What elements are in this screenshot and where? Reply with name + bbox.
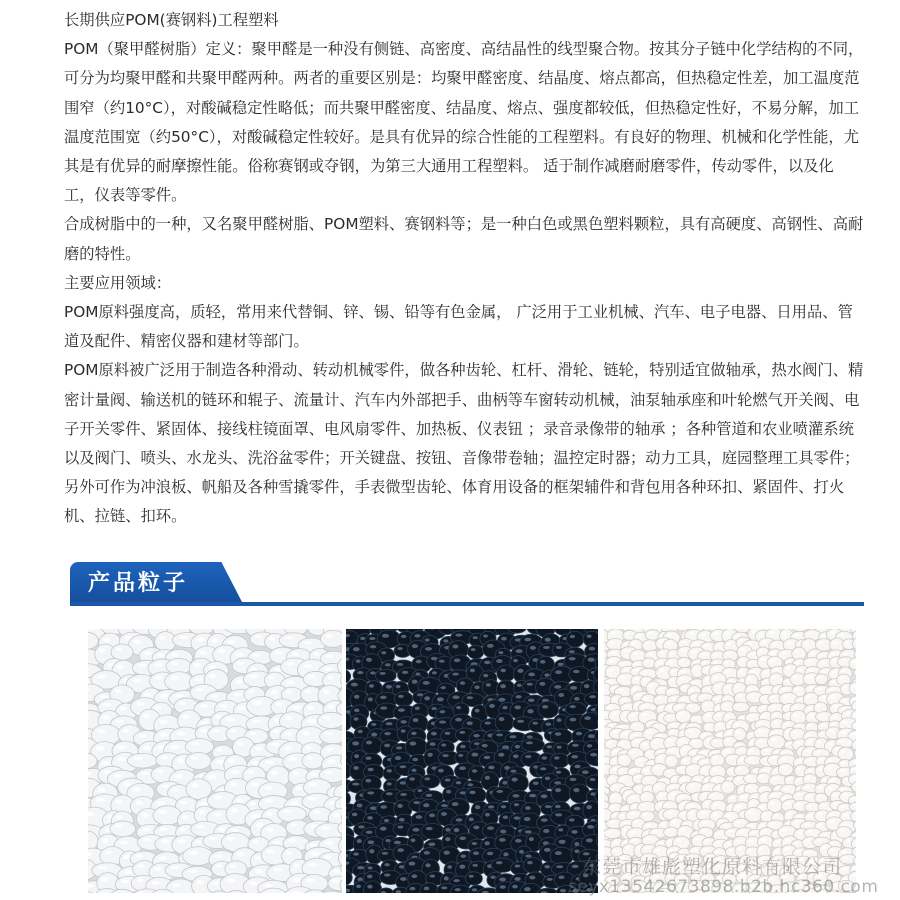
pom-definition-paragraph: POM（聚甲醛树脂）定义：聚甲醛是一种没有侧链、高密度、高结晶性的线型聚合物。按其分子链中化学结构的不同，可分为均聚甲醛和共聚甲醛两种。两者的重要区别是：均聚甲醛密度、结晶度、熔点都高，但热稳定性差，加工温度范围窄（约10°C），对酸碱稳定性略低；而共聚甲醛密度、结晶度、熔点、强度都较低，但热稳定性好，不易分解，加工温度范围宽（约50°C），对酸碱稳定性较好。是具有优异的综合性能的工程塑料。有良好的物理、机械和化学性能，尤其是有优异的耐摩擦性能。俗称赛钢或夺钢，为第三大通用工程塑料。 适于制作减磨耐磨零件，传动零件，以及化工，仪表等零件。: [64, 40, 864, 205]
white-pellets-photo: [88, 629, 342, 893]
resin-description-paragraph: 合成树脂中的一种，又名聚甲醛树脂、POM塑料、赛钢料等；是一种白色或黑色塑料颗粒，具有高硬度、高钢性、高耐磨的特性。: [64, 215, 864, 263]
watermark-url: seyx13542673898.b2b.hc360.com: [568, 877, 879, 897]
black-pellets-photo: [346, 629, 598, 893]
page-title: 长期供应POM(赛钢料)工程塑料: [64, 11, 279, 29]
watermark-company: 东莞市雄彪塑化原料有限公司: [582, 856, 843, 878]
application-heading: 主要应用领域：: [64, 273, 172, 292]
section-banner: [70, 560, 864, 606]
uses-paragraph: POM原料被广泛用于制造各种滑动、转动机械零件，做各种齿轮、杠杆、滑轮、链轮，特别适宜做轴承，热水阀门、精密计量阀、输送机的链环和辊子、流量计、汽车内外部把手、曲柄等车窗转动机械，油泵轴承座和叶轮燃气开关阀、电子开关零件、紧固体、接线柱镜面罩、电风扇零件、加热板、仪表钮 ；录音录像带的轴承 ；各种管道和农业喷灌系统以及阀门、喷头、水龙头、洗浴盆零件；开关键盘、按钮、音像带卷轴；温控定时器；动力工具，庭园整理工具零件；另外可作为冲浪板、帆船及各种雪撬零件，手表微型齿轮、体育用设备的框架辅件和背包用各种环扣、紧固件、打火机、拉链、扣环。: [64, 361, 864, 526]
applications-paragraph: POM原料强度高，质轻，常用来代替铜、锌、锡、铅等有色金属， 广泛用于工业机械、汽车、电子电器、日用品、管道及配件、精密仪器和建材等部门。: [64, 303, 853, 351]
banner-title: 产品粒子: [88, 570, 189, 596]
product-description: [64, 6, 864, 532]
banner-rule: [70, 602, 864, 606]
